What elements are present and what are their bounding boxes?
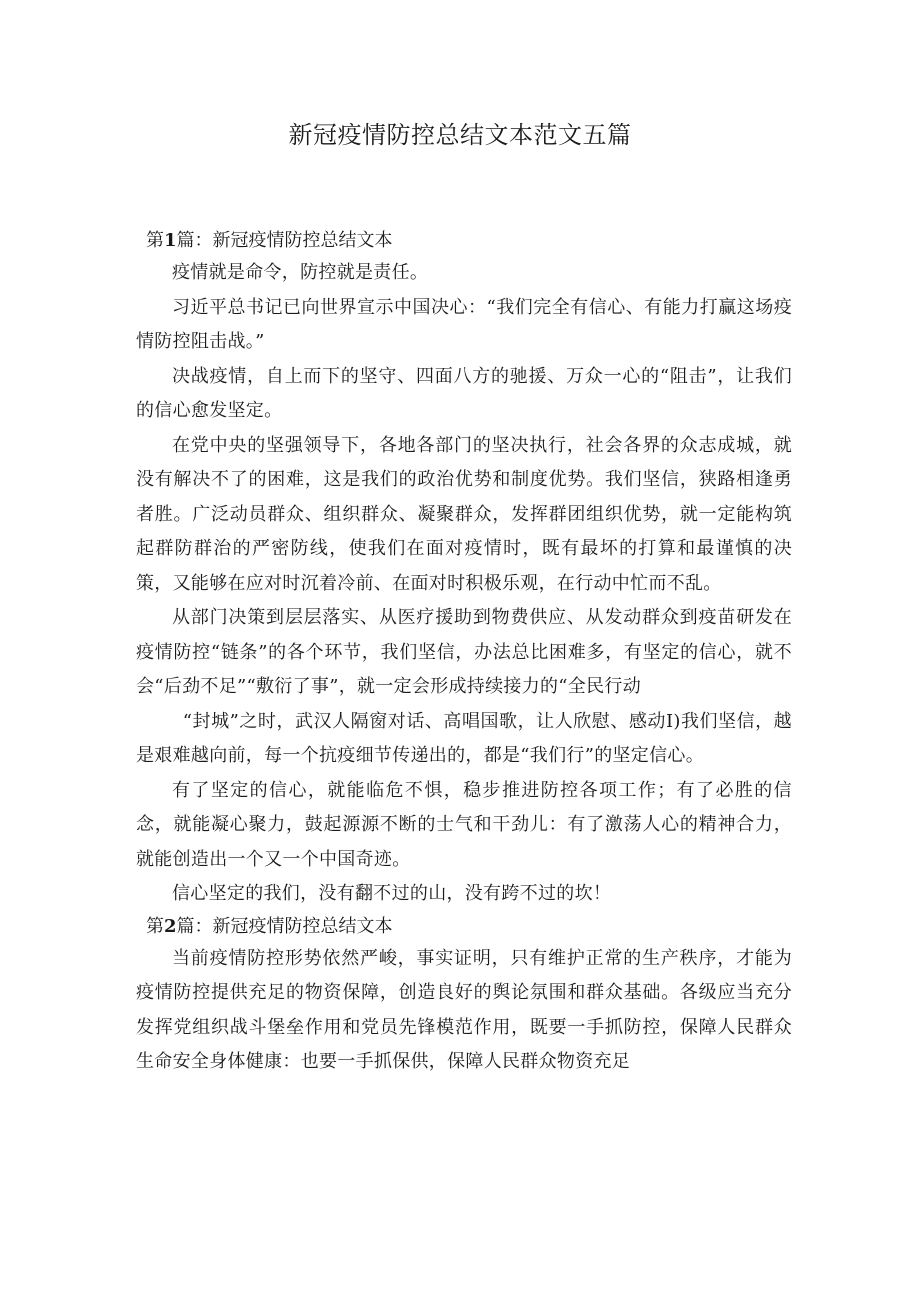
paragraph: 信心坚定的我们，没有翻不过的山，没有跨不过的坎！: [172, 883, 612, 904]
document-title: 新冠疫情防控总结文本范文五篇: [288, 121, 632, 149]
heading-prefix: 第: [146, 230, 164, 251]
section-1: [136, 226, 792, 912]
heading-number: 1: [164, 230, 177, 251]
section-heading: [136, 912, 792, 942]
paragraph: “封城”之时，武汉人隔窗对话、高唱国歌，让人欣慰、感动I)我们坚信，越是艰难越向前，每一个抗疫细节传递出的，都是“我们行”的坚定信心。: [136, 710, 792, 766]
paragraph: 习近平总书记已向世界宣示中国决心：“我们完全有信心、有能力打赢这场疫情防控阻击战。”: [136, 296, 792, 352]
paragraph: 有了坚定的信心，就能临危不惧，稳步推进防控各项工作；有了必胜的信念，就能凝心聚力，鼓起源源不断的士气和干劲儿：有了激荡人心的精神合力，就能创造出一个又一个中国奇迹。: [136, 779, 792, 870]
section-heading: [136, 226, 792, 256]
paragraph: 当前疫情防控形势依然严峻，事实证明，只有维护正常的生产秩序，才能为疫情防控提供充足的物资保障，创造良好的舆论氛围和群众基础。各级应当充分发挥党组织战斗堡垒作用和党员先锋模范作用，既要一手抓防控，保障人民群众生命安全身体健康：也要一手抓保供，保障人民群众物资充足: [136, 947, 792, 1072]
document-body: [136, 226, 792, 1080]
heading-prefix: 第: [146, 915, 164, 937]
paragraph: 从部门决策到层层落实、从医疗援助到物费供应、从发动群众到疫苗研发在疫情防控“链条”的各个环节，我们坚信，办法总比困难多，有坚定的信心，就不会“后劲不足”“敷衍了事”，就一定会形成持续接力的“全民行动: [136, 607, 792, 697]
paragraph: 疫情就是命令，防控就是责任。: [172, 262, 429, 283]
paragraph: 在党中央的坚强领导下，各地各部门的坚决执行，社会各界的众志成城，就没有解决不了的困难，这是我们的政治优势和制度优势。我们坚信，狭路相逢勇者胜。广泛动员群众、组织群众、凝聚群众，发挥群团组织优势，就一定能构筑起群防群治的严密防线，使我们在面对疫情时，既有最坏的打算和最谨慎的决策，又能够在应对时沉着冷前、在面对时积极乐观，在行动中忙而不乱。: [136, 434, 792, 594]
paragraph: 决战疫情，自上而下的坚守、四面八方的驰援、万众一心的“阻击”，让我们的信心愈发坚定。: [136, 365, 792, 421]
section-2: [136, 912, 792, 1080]
heading-text: 篇：新冠疫情防控总结文本: [176, 915, 393, 937]
heading-text: 篇：新冠疫情防控总结文本: [176, 230, 393, 251]
heading-number: 2: [164, 915, 177, 937]
